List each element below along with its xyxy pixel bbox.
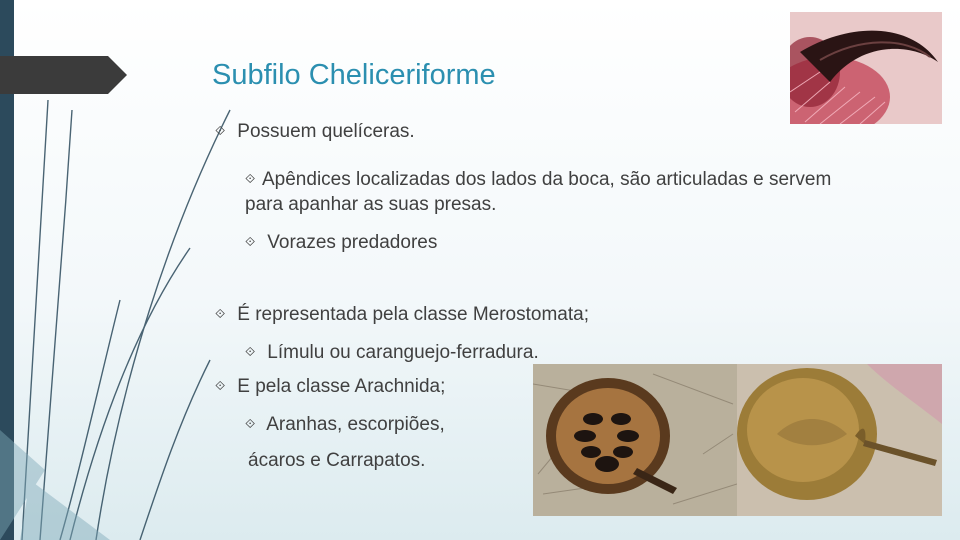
title-tab-shape (0, 56, 127, 94)
bullet-text: Vorazes predadores (267, 232, 438, 253)
bullet-text: Possuem quelíceras. (237, 121, 415, 142)
bullet-text: Apêndices localizadas dos lados da boca, são articuladas e servem para apanhar as suas presas. (245, 169, 832, 215)
bullet-level2 (245, 339, 539, 365)
diamond-arrow-icon: ⟐ (245, 416, 256, 431)
bullet-level2 (245, 411, 445, 437)
bullet-text: E pela classe Arachnida; (237, 376, 446, 397)
chelicera-photo (790, 12, 942, 124)
diamond-arrow-icon: ⟐ (215, 306, 226, 321)
bullet-level1 (215, 301, 589, 327)
bullet-text: ácaros e Carrapatos. (248, 450, 426, 471)
slide-title: Subfilo Cheliceriforme (212, 59, 496, 91)
bullet-continuation (248, 448, 425, 473)
bullet-level1 (215, 118, 415, 144)
diamond-arrow-icon: ⟐ (245, 171, 256, 186)
diamond-arrow-icon: ⟐ (245, 344, 256, 359)
diamond-arrow-icon: ⟐ (215, 123, 226, 138)
diamond-arrow-icon: ⟐ (215, 378, 226, 393)
bullet-text: É representada pela classe Merostomata; (237, 304, 589, 325)
bullet-text: Aranhas, escorpiões, (266, 414, 445, 435)
horseshoe-crab-top-photo (737, 364, 942, 516)
diamond-arrow-icon: ⟐ (245, 234, 256, 249)
bullet-level2 (245, 229, 437, 255)
bullet-level2 (245, 166, 865, 217)
horseshoe-crab-underside-photo (533, 364, 737, 516)
bullet-level1 (215, 373, 445, 399)
bullet-text: Límulu ou caranguejo-ferradura. (267, 342, 539, 363)
